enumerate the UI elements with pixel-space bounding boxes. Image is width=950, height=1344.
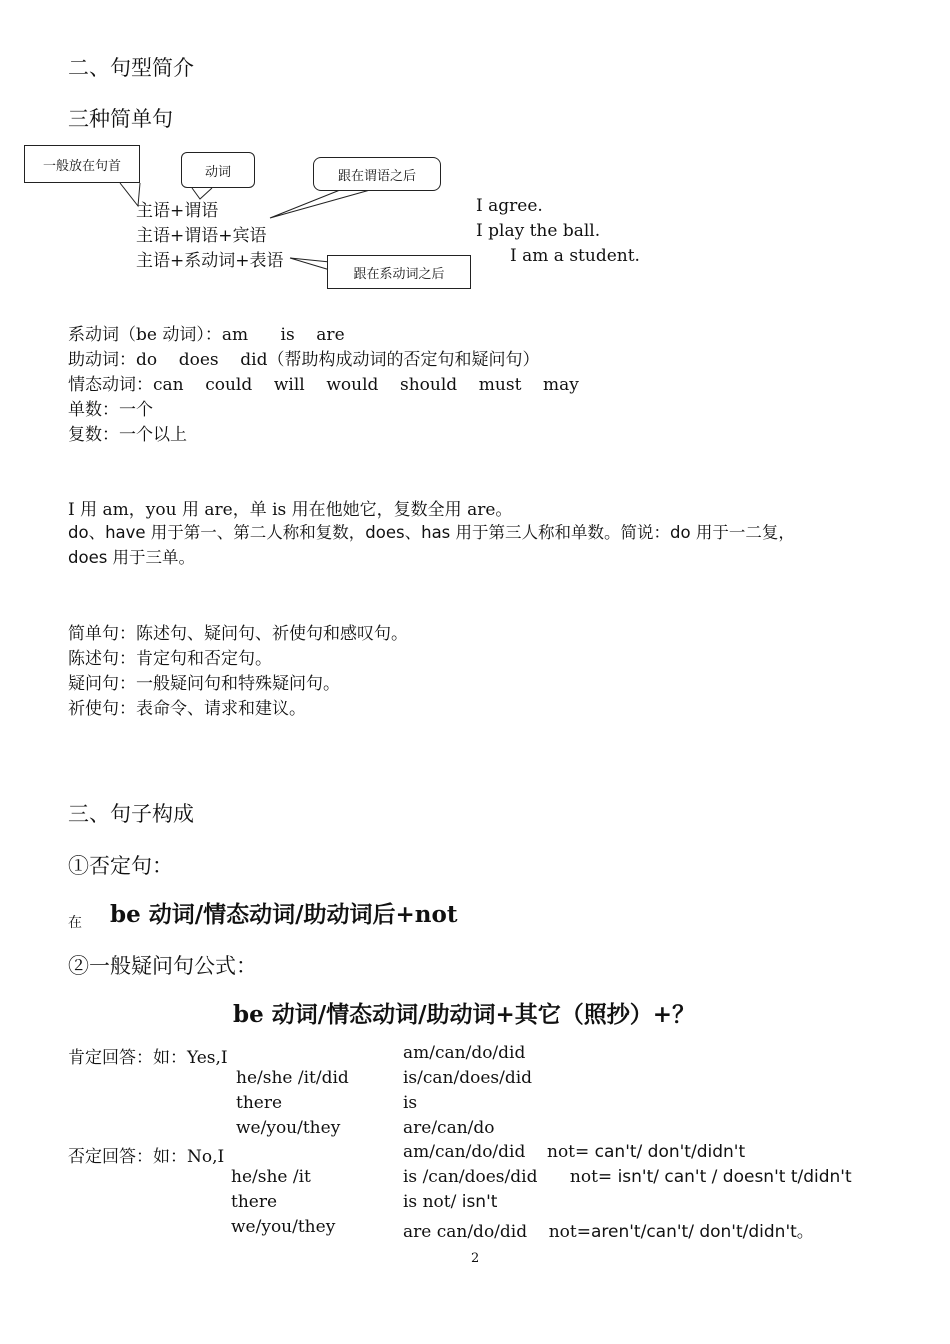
- page-number: 2: [471, 1251, 480, 1266]
- pattern-formula: 主语+系动词+表语: [136, 251, 284, 271]
- term-line: 助动词：do does did（帮助构成动词的否定句和疑问句）: [68, 350, 540, 370]
- callout-after-predicate: 跟在谓语之后: [313, 157, 441, 191]
- pattern-example: I agree.: [476, 196, 543, 216]
- answer-verb: is/can/does/did: [403, 1068, 533, 1088]
- answer-verb: are/can/do: [403, 1118, 495, 1138]
- yes-answer-label: 肯定回答：如：Yes,I: [68, 1048, 228, 1068]
- term-line: 系动词（be 动词）：am is are: [68, 325, 345, 345]
- answer-subject: we/you/they: [231, 1217, 336, 1237]
- pattern-example: I play the ball.: [476, 221, 601, 241]
- question-label: ②一般疑问句公式：: [68, 954, 257, 978]
- type-line: 简单句：陈述句、疑问句、祈使句和感叹句。: [68, 624, 408, 644]
- negative-label: ①否定句：: [68, 854, 173, 878]
- type-line: 疑问句：一般疑问句和特殊疑问句。: [68, 674, 340, 694]
- type-line: 陈述句：肯定句和否定句。: [68, 649, 272, 669]
- answer-verb-neg: is not/ isn't: [403, 1192, 498, 1212]
- answer-verb: is: [403, 1093, 418, 1113]
- answer-subject: he/she /it/did: [236, 1068, 349, 1088]
- pattern-formula: 主语+谓语: [136, 201, 219, 221]
- answer-verb-neg: are can/do/did not=aren't/can't/ don't/didn't。: [403, 1222, 814, 1242]
- question-formula: be 动词/情态动词/助动词+其它（照抄）+？: [233, 1001, 696, 1028]
- negative-prefix: 在: [68, 915, 82, 931]
- rule-do-does-cont: does 用于三单。: [68, 548, 196, 567]
- answer-subject: there: [236, 1093, 283, 1113]
- callout-tails: [0, 0, 950, 320]
- answer-subject: there: [231, 1192, 278, 1212]
- section-title: 三、句子构成: [68, 802, 194, 826]
- term-line: 单数：一个: [68, 400, 153, 420]
- rule-do-does: do、have 用于第一、第二人称和复数，does、has 用于第三人称和单数。简说：do 用于一二复，: [68, 523, 795, 542]
- negative-formula: be 动词/情态动词/助动词后+not: [110, 901, 458, 928]
- answer-verb-neg: is /can/does/did not= isn't/ can't / doesn't t/didn't: [403, 1167, 852, 1187]
- rule-be-verb: I 用 am，you 用 are，单 is 用在他她它，复数全用 are。: [68, 500, 513, 520]
- term-line: 复数：一个以上: [68, 425, 187, 445]
- term-line: 情态动词：can could will would should must may: [68, 375, 579, 395]
- callout-after-linking-verb: 跟在系动词之后: [327, 255, 471, 289]
- answer-verb: am/can/do/did: [403, 1043, 526, 1063]
- answer-subject: we/you/they: [236, 1118, 341, 1138]
- pattern-formula: 主语+谓语+宾语: [136, 226, 267, 246]
- callout-sentence-start: 一般放在句首: [24, 145, 140, 183]
- answer-subject: he/she /it: [231, 1167, 311, 1187]
- type-line: 祈使句：表命令、请求和建议。: [68, 699, 306, 719]
- callout-verb: 动词: [181, 152, 255, 188]
- answer-verb-neg: am/can/do/did not= can't/ don't/didn't: [403, 1142, 746, 1162]
- section-title: 二、句型简介: [68, 56, 194, 80]
- no-answer-label: 否定回答：如：No,I: [68, 1147, 225, 1167]
- pattern-example: I am a student.: [510, 246, 640, 266]
- section-subtitle: 三种简单句: [68, 107, 173, 131]
